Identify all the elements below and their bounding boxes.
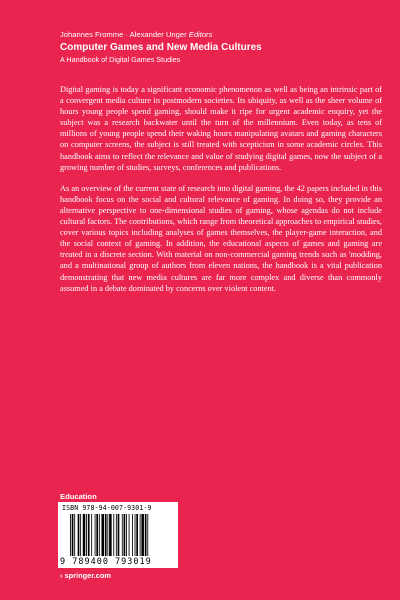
- barcode-bar: [132, 514, 133, 556]
- barcode-bar: [107, 514, 108, 556]
- barcode-bar: [118, 514, 120, 556]
- barcode-bar: [122, 514, 123, 556]
- blurb: [60, 84, 382, 304]
- barcode-bar: [99, 514, 100, 556]
- barcode-bar: [74, 514, 75, 556]
- blurb-paragraph-2: As an overview of the current state of research into digital gaming, the 42 papers included in this handbook focus on the social and cultural relevance of gaming. In doing so, they provide an alternative perspective to one-dimensional studies of gaming, whose agendas do not include cultural factors. The contributions, which range from theoretical approaches to empirical studies, cover various topics including analyses of games themselves, the player-game interaction, and the social context of gaming. In addition, the educational aspects of games and gaming are treated in a discrete section. With material on non-commercial gaming trends such as 'modding, and a multinational group of authors from eleven nations, the handbook is a vital publication demonstrating that new media cultures are far more complex and diverse than commonly assumed in a debate dominated by concerns over violent content.: [60, 183, 382, 293]
- barcode-bar: [105, 514, 107, 556]
- editors-names: Johannes Fromme · Alexander Unger: [60, 30, 187, 39]
- blurb-paragraph-1: Digital gaming is today a significant economic phenomenon as well as being an intrinsic part of a convergent media culture in postmodern societies. Its ubiquity, as well as the sheer volume of hours young people spend gaming, should make it ripe for urgent academic enquiry, yet the subject was a research backwater until the turn of the millennium. Even today, as tens of millions of young people spend their waking hours manipulating avatars and gaming characters on computer screens, the subject is still treated with scepticism in some academic circles. This handbook aims to reflect the relevance and value of studying digital games, now the subject of a growing number of studies, surveys, conferences and publications.: [60, 85, 382, 172]
- isbn-text: ISBN 978-94-007-9301-9: [62, 504, 152, 512]
- barcode-bars: [70, 514, 174, 556]
- barcode-bar: [140, 514, 141, 556]
- category-label: Education: [60, 492, 97, 501]
- barcode-bar: [113, 514, 114, 556]
- book-title: Computer Games and New Media Cultures: [60, 42, 262, 53]
- barcode-bar: [95, 514, 96, 556]
- barcode-bar: [96, 514, 98, 556]
- book-subtitle: A Handbook of Digital Games Studies: [60, 55, 181, 64]
- publisher-website[interactable]: › springer.com: [60, 571, 111, 580]
- barcode-bar: [141, 514, 144, 556]
- barcode-bar: [116, 514, 117, 556]
- barcode-bar: [83, 514, 86, 556]
- barcode-bar: [88, 514, 90, 556]
- barcode-bar: [136, 514, 138, 556]
- barcode-bar: [80, 514, 81, 556]
- barcode-bar: [72, 514, 74, 556]
- header: [60, 30, 380, 65]
- editors-line: [60, 30, 380, 40]
- barcode-bar: [145, 514, 147, 556]
- barcode-bar: [109, 514, 112, 556]
- barcode-bar: [86, 514, 87, 556]
- barcode-bar: [135, 514, 136, 556]
- barcode-bar: [101, 514, 104, 556]
- barcode-bar: [126, 514, 127, 556]
- barcode-bar: [70, 514, 71, 556]
- barcode-bar: [147, 514, 148, 556]
- editors-role: Editors: [188, 30, 213, 39]
- barcode: [58, 502, 178, 568]
- barcode-bar: [129, 514, 130, 556]
- barcode-bar: [78, 514, 80, 556]
- barcode-bar: [91, 514, 92, 556]
- barcode-bar: [124, 514, 126, 556]
- barcode-digits: 9 789400 793019: [60, 557, 152, 567]
